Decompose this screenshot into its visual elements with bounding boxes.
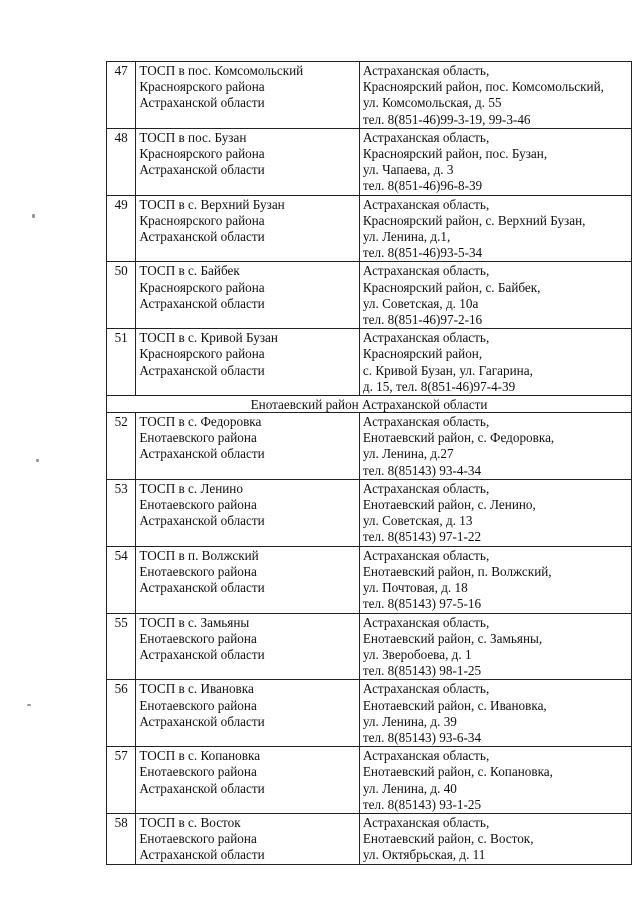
office-name-line: ТОСП в с. Ивановка bbox=[139, 681, 254, 697]
address-line: Астраханская область, bbox=[362, 614, 490, 630]
office-name-cell bbox=[136, 613, 360, 680]
office-name-line: ТОСП в с. Ленино bbox=[139, 480, 243, 496]
office-name-line: Енотаевского района bbox=[139, 563, 257, 579]
office-name-line: ТОСП в с. Замьяны bbox=[139, 614, 250, 630]
row-number: 57 bbox=[107, 747, 136, 814]
office-name-line: Красноярского района bbox=[139, 79, 265, 95]
row-number: 53 bbox=[107, 479, 136, 546]
tosp-address-table bbox=[106, 61, 632, 865]
row-number: 50 bbox=[107, 262, 136, 329]
address-cell bbox=[359, 413, 631, 480]
office-name-cell bbox=[136, 680, 360, 747]
office-name-line: Астраханской области bbox=[139, 446, 265, 462]
address-cell bbox=[359, 680, 631, 747]
row-number: 56 bbox=[107, 680, 136, 747]
address-line: Енотаевский район, с. Ивановка, bbox=[362, 697, 547, 713]
office-name-cell bbox=[136, 128, 360, 195]
office-name-cell bbox=[136, 813, 360, 864]
section-header-row bbox=[107, 396, 632, 413]
row-number: 54 bbox=[107, 546, 136, 613]
address-line: ул. Ленина, д.27 bbox=[362, 446, 454, 462]
office-name-cell bbox=[136, 479, 360, 546]
address-cell bbox=[359, 479, 631, 546]
office-name-line: Красноярского района bbox=[139, 346, 265, 362]
office-name-line: Енотаевского района bbox=[139, 630, 257, 646]
office-name-line: Астраханской области bbox=[139, 362, 265, 378]
address-line: тел. 8(851-46)97-2-16 bbox=[362, 312, 483, 328]
office-name-line: Енотаевского района bbox=[139, 697, 257, 713]
address-line: ул. Ленина, д.1, bbox=[362, 229, 451, 245]
office-name-line: Астраханской области bbox=[139, 162, 265, 178]
address-cell bbox=[359, 262, 631, 329]
section-title: Енотаевский район Астраханской области bbox=[107, 396, 632, 413]
office-name-line: Красноярского района bbox=[139, 212, 265, 228]
table-row bbox=[107, 128, 632, 195]
address-line: Астраханская область, bbox=[362, 480, 490, 496]
office-name-line: Енотаевского района bbox=[139, 764, 257, 780]
address-line: Енотаевский район, с. Замьяны, bbox=[362, 630, 543, 646]
row-number: 51 bbox=[107, 329, 136, 396]
address-line: Астраханская область, bbox=[362, 414, 490, 430]
office-name-line: ТОСП в с. Верхний Бузан bbox=[139, 196, 285, 212]
address-line: ул. Ленина, д. 40 bbox=[362, 780, 457, 796]
address-line: Енотаевский район, с. Федоровка, bbox=[362, 430, 555, 446]
table-row bbox=[107, 413, 632, 480]
scan-speck bbox=[27, 704, 31, 706]
address-line: тел. 8(851-46)99-3-19, 99-3-46 bbox=[362, 111, 531, 127]
address-line: ул. Комсомольская, д. 55 bbox=[362, 95, 502, 111]
address-line: Астраханская область, bbox=[362, 681, 490, 697]
scan-speck bbox=[32, 214, 35, 218]
office-name-line: Астраханской области bbox=[139, 713, 265, 729]
address-line: тел. 8(851-46)93-5-34 bbox=[362, 245, 483, 261]
address-line: тел. 8(85143) 97-5-16 bbox=[362, 596, 482, 612]
row-number: 47 bbox=[107, 62, 136, 129]
row-number: 52 bbox=[107, 413, 136, 480]
table-row bbox=[107, 546, 632, 613]
office-name-line: Астраханской области bbox=[139, 229, 265, 245]
address-line: ул. Почтовая, д. 18 bbox=[362, 580, 468, 596]
address-cell bbox=[359, 128, 631, 195]
table-row bbox=[107, 813, 632, 864]
office-name-line: Енотаевского района bbox=[139, 497, 257, 513]
office-name-line: Красноярского района bbox=[139, 279, 265, 295]
address-line: Астраханская область, bbox=[362, 263, 490, 279]
address-line: тел. 8(851-46)96-8-39 bbox=[362, 178, 483, 194]
table-body bbox=[107, 62, 632, 865]
address-line: ул. Чапаева, д. 3 bbox=[362, 162, 454, 178]
address-line: Красноярский район, bbox=[362, 346, 483, 362]
address-line: Енотаевский район, п. Волжский, bbox=[362, 563, 552, 579]
address-line: тел. 8(85143) 93-4-34 bbox=[362, 462, 482, 478]
office-name-line: Красноярского района bbox=[139, 146, 265, 162]
office-name-cell bbox=[136, 747, 360, 814]
address-line: ул. Зверобоева, д. 1 bbox=[362, 646, 472, 662]
address-line: Астраханская область, bbox=[362, 330, 490, 346]
address-cell bbox=[359, 195, 631, 262]
table-row bbox=[107, 62, 632, 129]
address-cell bbox=[359, 813, 631, 864]
office-name-cell bbox=[136, 413, 360, 480]
office-name-line: Енотаевского района bbox=[139, 430, 257, 446]
address-line: с. Кривой Бузан, ул. Гагарина, bbox=[362, 362, 533, 378]
address-cell bbox=[359, 747, 631, 814]
address-line: ул. Ленина, д. 39 bbox=[362, 713, 457, 729]
office-name-cell bbox=[136, 62, 360, 129]
address-line: Астраханская область, bbox=[362, 129, 490, 145]
address-line: тел. 8(85143) 98-1-25 bbox=[362, 663, 482, 679]
row-number: 49 bbox=[107, 195, 136, 262]
row-number: 58 bbox=[107, 813, 136, 864]
table-row bbox=[107, 195, 632, 262]
address-line: ул. Советская, д. 13 bbox=[362, 513, 473, 529]
office-name-line: Астраханской области bbox=[139, 847, 265, 863]
address-line: Астраханская область, bbox=[362, 63, 490, 78]
address-line: ул. Советская, д. 10а bbox=[362, 295, 479, 311]
address-cell bbox=[359, 546, 631, 613]
office-name-line: ТОСП в с. Восток bbox=[139, 814, 241, 830]
office-name-cell bbox=[136, 329, 360, 396]
address-cell bbox=[359, 329, 631, 396]
address-line: тел. 8(85143) 93-1-25 bbox=[362, 796, 482, 812]
office-name-line: ТОСП в п. Волжский bbox=[139, 547, 259, 563]
table-row bbox=[107, 747, 632, 814]
table-row bbox=[107, 262, 632, 329]
office-name-line: Астраханской области bbox=[139, 646, 265, 662]
address-line: Астраханская область, bbox=[362, 547, 490, 563]
address-line: Красноярский район, пос. Бузан, bbox=[362, 146, 548, 162]
address-line: Красноярский район, с. Верхний Бузан, bbox=[362, 212, 586, 228]
address-line: Астраханская область, bbox=[362, 196, 490, 212]
address-line: Енотаевский район, с. Копановка, bbox=[362, 764, 553, 780]
office-name-line: ТОСП в с. Копановка bbox=[139, 748, 261, 764]
office-name-line: ТОСП в с. Байбек bbox=[139, 263, 240, 279]
address-cell bbox=[359, 613, 631, 680]
office-name-cell bbox=[136, 262, 360, 329]
office-name-line: ТОСП в пос. Комсомольский bbox=[139, 63, 304, 78]
table-row bbox=[107, 329, 632, 396]
address-line: Астраханская область, bbox=[362, 748, 490, 764]
table-row bbox=[107, 613, 632, 680]
office-name-line: Астраханской области bbox=[139, 295, 265, 311]
office-name-cell bbox=[136, 195, 360, 262]
address-cell bbox=[359, 62, 631, 129]
address-line: Енотаевский район, с. Ленино, bbox=[362, 497, 536, 513]
address-line: Красноярский район, с. Байбек, bbox=[362, 279, 541, 295]
table-row bbox=[107, 479, 632, 546]
address-line: тел. 8(85143) 97-1-22 bbox=[362, 529, 482, 545]
address-line: Енотаевский район, с. Восток, bbox=[362, 831, 534, 847]
address-line: д. 15, тел. 8(851-46)97-4-39 bbox=[362, 378, 516, 394]
office-name-line: Астраханской области bbox=[139, 95, 265, 111]
office-name-line: Астраханской области bbox=[139, 580, 265, 596]
office-name-line: ТОСП в с. Кривой Бузан bbox=[139, 330, 278, 346]
table-row bbox=[107, 680, 632, 747]
row-number: 55 bbox=[107, 613, 136, 680]
address-line: ул. Октябрьская, д. 11 bbox=[362, 847, 486, 863]
office-name-line: ТОСП в с. Федоровка bbox=[139, 414, 262, 430]
row-number: 48 bbox=[107, 128, 136, 195]
scan-speck bbox=[36, 459, 39, 462]
office-name-line: Астраханской области bbox=[139, 780, 265, 796]
office-name-line: Астраханской области bbox=[139, 513, 265, 529]
office-name-line: ТОСП в пос. Бузан bbox=[139, 129, 247, 145]
address-line: Красноярский район, пос. Комсомольский, bbox=[362, 79, 604, 95]
office-name-cell bbox=[136, 546, 360, 613]
office-name-line: Енотаевского района bbox=[139, 831, 257, 847]
address-line: Астраханская область, bbox=[362, 814, 490, 830]
address-line: тел. 8(85143) 93-6-34 bbox=[362, 729, 482, 745]
